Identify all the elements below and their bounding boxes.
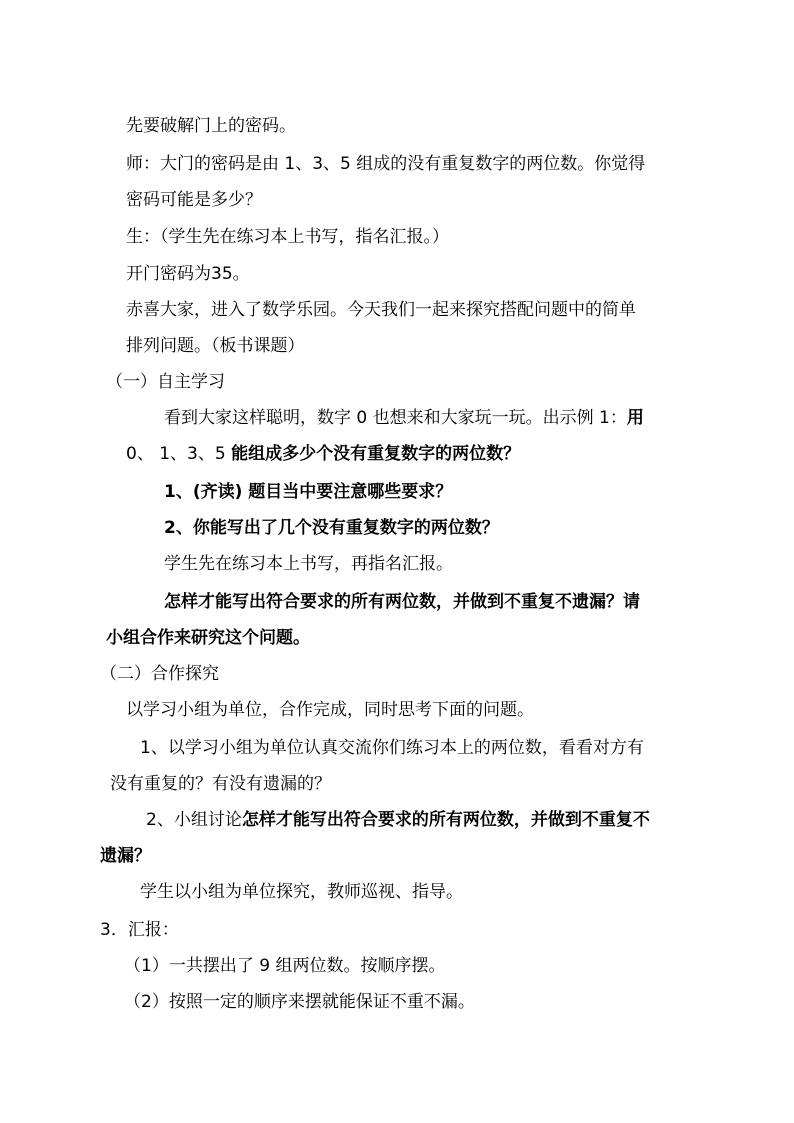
paragraph: 先要破解门上的密码。 [126,116,296,136]
paragraph: 师：大门的密码是由 1、3、5 组成的没有重复数字的两位数。你觉得 [126,154,646,174]
section-heading: （一）自主学习 [106,372,225,392]
paragraph-text-bold: 能组成多少个没有重复数字的两位数？ [231,444,521,464]
paragraph-text: 看到大家这样聪明，数字 0 也想来和大家玩一玩。出示例 1： [164,408,627,428]
paragraph: 以学习小组为单位，合作完成，同时思考下面的问题。 [126,700,534,720]
paragraph: 开门密码为35。 [126,264,250,284]
paragraph: 密码可能是多少？ [126,190,262,210]
paragraph: 2、你能写出了几个没有重复数字的两位数？ [164,518,499,538]
paragraph-text-bold: 用 [626,408,644,428]
section-heading: （二）合作探究 [100,664,219,684]
paragraph: 没有重复的？有没有遗漏的？ [110,774,331,794]
paragraph [164,406,644,430]
paragraph: 怎样才能写出符合要求的所有两位数，并做到不重复不遗漏？请 [164,592,640,612]
paragraph-text-bold: 怎样才能写出符合要求的所有两位数，并做到不重复不 [241,810,650,830]
paragraph: （1）一共摆出了 9 组两位数。按顺序摆。 [124,956,446,976]
paragraph: 1、以学习小组为单位认真交流你们练习本上的两位数，看看对方有 [140,738,644,758]
paragraph [126,442,520,466]
paragraph: 学生先在练习本上书写，再指名汇报。 [164,554,453,574]
paragraph: 学生以小组为单位探究，教师巡视、指导。 [140,882,463,902]
paragraph: 遗漏？ [100,846,151,866]
paragraph: 赤喜大家，进入了数学乐园。今天我们一起来探究搭配问题中的简单 [126,300,636,320]
paragraph: 3．汇报： [100,920,179,940]
paragraph-text: 2、小组讨论 [146,810,242,830]
paragraph: （2）按照一定的顺序来摆就能保证不重不漏。 [124,992,475,1012]
paragraph: 生：（学生先在练习本上书写，指名汇报。） [126,227,449,247]
paragraph [146,808,650,832]
paragraph: 排列问题。（板书课题） [126,336,305,356]
paragraph: 小组合作来研究这个问题。 [106,628,310,648]
paragraph: 1、(齐读) 题目当中要注意哪些要求？ [164,482,453,502]
paragraph-text: 0、 1、3、5 [126,444,232,464]
